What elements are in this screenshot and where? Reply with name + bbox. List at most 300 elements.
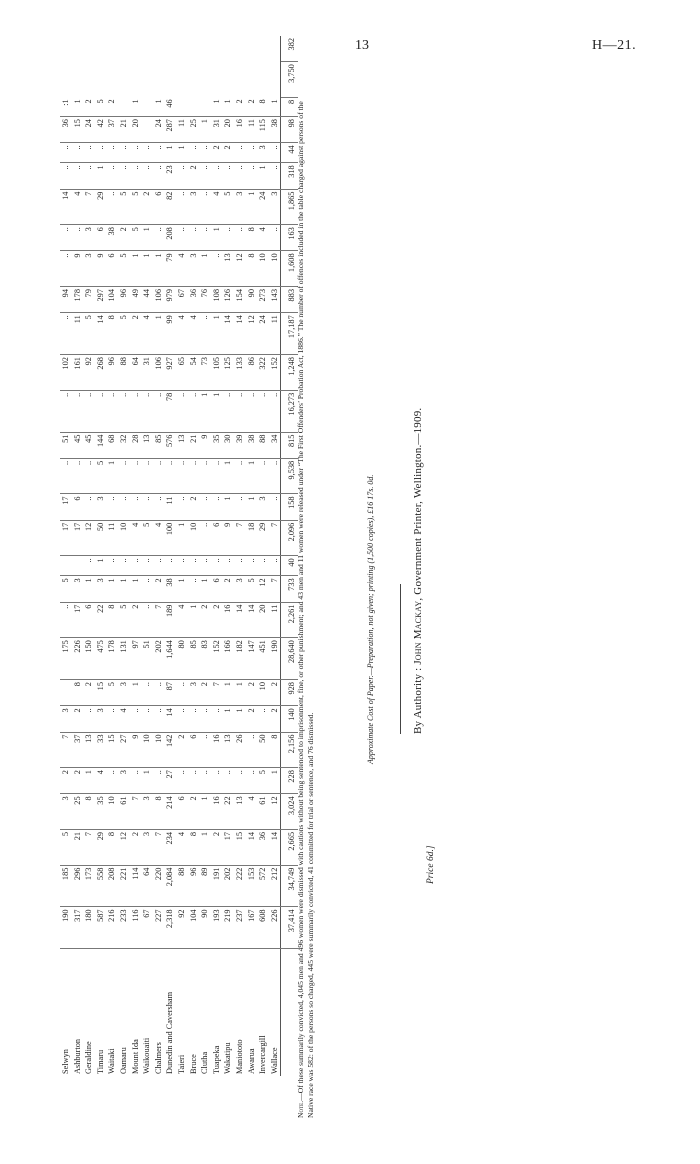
table-cell: 2: [234, 97, 246, 116]
table-cell: ..: [188, 768, 200, 794]
table-cell: ..: [246, 143, 258, 163]
table-cell: 153: [246, 865, 258, 907]
table-cell: ..: [141, 602, 153, 638]
table-cell: 322: [257, 355, 269, 391]
table-cell: 2: [269, 680, 281, 706]
table-cell: ..: [257, 556, 269, 576]
table-cell: 1: [176, 576, 188, 602]
table-row: [246, 36, 258, 1076]
offences-statistics-table: [60, 36, 298, 1076]
table-cell: ..: [176, 556, 188, 576]
table-cell: 1: [118, 576, 130, 602]
table-cell: 38: [246, 432, 258, 458]
table-cell: 216: [106, 907, 118, 949]
district-name: Mount Ida: [130, 1039, 140, 1074]
district-name: Waikouaiti: [142, 1037, 152, 1074]
table-cell: 10: [118, 520, 130, 556]
table-cell: ..: [199, 458, 211, 494]
table-cell: ..: [188, 706, 200, 732]
table-cell: 1: [199, 251, 211, 287]
table-cell: 5: [83, 313, 95, 355]
table-cell: 161: [72, 355, 84, 391]
table-cell: 115: [257, 117, 269, 143]
table-cell: 9: [95, 251, 107, 287]
table-cell: ..: [60, 251, 72, 287]
table-cell: 1: [153, 313, 165, 355]
table-cell: 21: [118, 117, 130, 143]
table-cell: 1: [141, 768, 153, 794]
table-cell: 8: [246, 251, 258, 287]
table-cell: 928: [281, 680, 298, 706]
table-cell: ..: [153, 458, 165, 494]
table-cell: [188, 97, 200, 116]
table-cell: 61: [118, 794, 130, 830]
table-cell: ..: [153, 680, 165, 706]
table-cell: ..: [60, 390, 72, 432]
table-cell: 154: [234, 287, 246, 313]
table-cell: 5: [130, 189, 142, 225]
table-cell: 1: [222, 494, 234, 520]
table-cell: 180: [83, 907, 95, 949]
table-cell: 90: [246, 287, 258, 313]
table-cell: 34: [269, 432, 281, 458]
table-cell: 38: [164, 576, 176, 602]
table-cell: 14: [269, 830, 281, 866]
table-cell: 142: [164, 732, 176, 768]
table-cell: ..: [211, 556, 223, 576]
table-cell: 22: [222, 794, 234, 830]
table-cell: 7: [269, 520, 281, 556]
table-cell: ..: [164, 556, 176, 576]
table-cell: 125: [222, 355, 234, 391]
table-cell: 1: [211, 390, 223, 432]
table-cell: 8: [72, 680, 84, 706]
table-row: [153, 36, 165, 1076]
table-cell: 4: [95, 768, 107, 794]
table-cell: 4: [176, 313, 188, 355]
table-row: [95, 36, 107, 1076]
table-cell: 36: [257, 830, 269, 866]
table-cell: 7: [83, 189, 95, 225]
table-cell: 163: [281, 225, 298, 251]
table-cell: 6: [211, 520, 223, 556]
table-cell: 11: [246, 117, 258, 143]
table-cell: ..: [246, 556, 258, 576]
table-cell: 4: [176, 251, 188, 287]
table-cell: ..: [130, 390, 142, 432]
approximate-cost-line: Approximate Cost of Paper.—Preparation, not given; printing (1,500 copies), £16 17s. 0d.: [366, 474, 375, 764]
footnote-text: —Of these summarily convicted, 4,045 men and 496 women were dismissed with cautions without being sentenced to imprisonment, fine, or other punishment; and 43 men and 11 women were released under “The First Offenders’ Probation Act, 1886.” The number of offences included in the table charged against persons of the Native race was 582: of the persons so charged, 445 were summarily convicted, 41 committed for trial or sentence, and 76 dismissed.: [296, 101, 315, 1118]
table-cell: 89: [199, 865, 211, 907]
table-cell: ..: [83, 390, 95, 432]
table-cell: 85: [153, 432, 165, 458]
district-name: Invercargill: [258, 1035, 268, 1074]
table-cell: 5: [257, 768, 269, 794]
table-cell: 268: [95, 355, 107, 391]
table-cell: 116: [130, 907, 142, 949]
table-cell: 31: [141, 355, 153, 391]
table-cell: 2,084: [164, 865, 176, 907]
table-cell: [141, 97, 153, 116]
table-cell: 8: [153, 794, 165, 830]
table-cell: 37: [106, 117, 118, 143]
table-cell: 29: [95, 830, 107, 866]
table-cell: 12: [257, 576, 269, 602]
table-cell: 7: [83, 830, 95, 866]
table-cell: ..: [199, 143, 211, 163]
table-cell: 14: [246, 602, 258, 638]
table-cell: 21: [188, 432, 200, 458]
district-name: Waitaki: [107, 1048, 117, 1074]
document-reference: H—21.: [592, 38, 637, 53]
table-cell: 14: [246, 830, 258, 866]
table-cell: 3: [60, 706, 72, 732]
table-cell: 189: [164, 602, 176, 638]
table-cell: ..: [176, 680, 188, 706]
table-cell: ..: [60, 313, 72, 355]
table-cell: ..: [234, 163, 246, 189]
table-cell: ..: [141, 163, 153, 189]
table-cell: 226: [269, 907, 281, 949]
table-cell: 3: [188, 680, 200, 706]
table-cell: 88: [118, 355, 130, 391]
table-cell: ..: [118, 163, 130, 189]
table-cell: 6: [188, 732, 200, 768]
table-cell: ..: [118, 458, 130, 494]
table-cell: ..: [234, 225, 246, 251]
table-cell: 5: [118, 602, 130, 638]
table-cell: 227: [153, 907, 165, 949]
district-name: Oamaru: [118, 1047, 128, 1074]
table-cell: ..: [72, 458, 84, 494]
table-cell: ..: [269, 390, 281, 432]
table-cell: ..: [153, 768, 165, 794]
table-cell: 54: [188, 355, 200, 391]
table-cell: 15: [234, 830, 246, 866]
table-cell: 22: [95, 602, 107, 638]
table-cell: ..: [106, 494, 118, 520]
table-cell: 1: [199, 576, 211, 602]
table-cell: 2: [83, 680, 95, 706]
table-cell: 222: [234, 865, 246, 907]
table-cell: 73: [199, 355, 211, 391]
table-cell: 2: [176, 732, 188, 768]
table-cell: :1: [60, 97, 72, 116]
table-cell: 12: [118, 830, 130, 866]
table-cell: 96: [106, 355, 118, 391]
table-cell: 29: [95, 189, 107, 225]
table-cell: 1: [222, 680, 234, 706]
table-cell: 6: [176, 794, 188, 830]
table-cell: 10: [269, 251, 281, 287]
table-cell: ..: [83, 556, 95, 576]
table-cell: 45: [83, 432, 95, 458]
table-cell: 14: [164, 706, 176, 732]
table-cell: 3,750: [281, 62, 298, 98]
table-row: [118, 36, 130, 1076]
table-cell: 5: [118, 189, 130, 225]
table-cell: 3: [118, 768, 130, 794]
table-cell: 67: [141, 907, 153, 949]
table-cell: 31: [211, 117, 223, 143]
table-cell: 16: [211, 732, 223, 768]
table-cell: 7: [234, 520, 246, 556]
district-name: Clutha: [200, 1051, 210, 1074]
table-row: [106, 36, 118, 1076]
table-cell: 8: [257, 97, 269, 116]
table-cell: 3: [234, 576, 246, 602]
table-cell: 219: [222, 907, 234, 949]
table-cell: 51: [60, 432, 72, 458]
table-cell: ..: [72, 143, 84, 163]
table-cell: 50: [95, 520, 107, 556]
table-cell: ..: [153, 390, 165, 432]
table-cell: 45: [72, 432, 84, 458]
table-cell: 1: [211, 313, 223, 355]
table-cell: ..: [141, 706, 153, 732]
table-row: [72, 36, 84, 1076]
table-cell: ..: [199, 494, 211, 520]
table-cell: 2: [188, 163, 200, 189]
table-cell: 815: [281, 432, 298, 458]
table-cell: 152: [269, 355, 281, 391]
table-cell: ..: [199, 706, 211, 732]
table-cell: 202: [153, 638, 165, 680]
table-cell: ..: [199, 313, 211, 355]
table-cell: 15: [95, 680, 107, 706]
table-cell: ..: [153, 706, 165, 732]
table-cell: ..: [246, 390, 258, 432]
table-cell: 13: [141, 432, 153, 458]
table-cell: 182: [234, 638, 246, 680]
table-row: [257, 36, 269, 1076]
table-cell: 190: [269, 638, 281, 680]
table-cell: 10: [257, 251, 269, 287]
table-cell: 126: [222, 287, 234, 313]
table-cell: 20: [257, 602, 269, 638]
table-cell: 7: [130, 794, 142, 830]
table-cell: 221: [118, 865, 130, 907]
table-cell: 2: [130, 602, 142, 638]
table-cell: 1: [83, 576, 95, 602]
table-cell: 61: [257, 794, 269, 830]
table-cell: 17: [60, 520, 72, 556]
table-cell: ..: [211, 251, 223, 287]
table-cell: ..: [222, 390, 234, 432]
table-cell: 20: [222, 117, 234, 143]
table-cell: 5: [106, 680, 118, 706]
table-cell: 32: [118, 432, 130, 458]
table-cell: 2: [188, 794, 200, 830]
table-cell: 10: [106, 794, 118, 830]
table-cell: ..: [176, 225, 188, 251]
table-cell: [118, 97, 130, 116]
table-cell: ..: [118, 143, 130, 163]
table-cell: 1: [199, 794, 211, 830]
table-cell: 1,248: [281, 355, 298, 391]
table-cell: 12: [246, 313, 258, 355]
table-cell: 2: [153, 576, 165, 602]
district-name: Ashburton: [72, 1038, 82, 1074]
table-cell: 38: [106, 225, 118, 251]
table-cell: 5: [222, 189, 234, 225]
table-cell: 6: [211, 576, 223, 602]
table-cell: 13: [83, 732, 95, 768]
table-cell: ..: [106, 556, 118, 576]
table-cell: 88: [257, 432, 269, 458]
table-cell: 10: [153, 732, 165, 768]
table-cell: 96: [118, 287, 130, 313]
table-cell: 14: [234, 313, 246, 355]
table-cell: 25: [188, 117, 200, 143]
table-row: [199, 36, 211, 1076]
table-cell: 1: [246, 458, 258, 494]
table-cell: 78: [164, 390, 176, 432]
table-cell: ..: [141, 458, 153, 494]
table-cell: ..: [257, 458, 269, 494]
table-cell: 11: [72, 313, 84, 355]
table-cell: ..: [269, 458, 281, 494]
table-cell: 99: [164, 313, 176, 355]
table-cell: ..: [269, 556, 281, 576]
table-cell: ..: [269, 494, 281, 520]
table-cell: 608: [257, 907, 269, 949]
table-cell: ..: [153, 143, 165, 163]
table-cell: 3: [95, 706, 107, 732]
table-cell: 214: [164, 794, 176, 830]
table-cell: 79: [164, 251, 176, 287]
table-cell: 2: [188, 494, 200, 520]
table-cell: 13: [176, 432, 188, 458]
table-cell: ..: [211, 458, 223, 494]
table-cell: 14: [95, 313, 107, 355]
table-cell: 90: [199, 907, 211, 949]
table-cell: 733: [281, 576, 298, 602]
table-cell: 13: [222, 251, 234, 287]
table-cell: ..: [222, 556, 234, 576]
table-cell: 35: [95, 794, 107, 830]
printer-name: John Mackay,: [412, 597, 424, 665]
table-cell: 1: [176, 143, 188, 163]
table-cell: 7: [211, 680, 223, 706]
table-cell: ..: [176, 494, 188, 520]
table-cell: ..: [199, 163, 211, 189]
table-cell: 3: [234, 189, 246, 225]
table-cell: ..: [153, 556, 165, 576]
table-cell: 3: [257, 143, 269, 163]
table-cell: 100: [164, 520, 176, 556]
authority-prefix: By Authority :: [412, 667, 424, 734]
table-cell: 12: [234, 251, 246, 287]
table-cell: ..: [95, 390, 107, 432]
table-cell: 36: [60, 117, 72, 143]
price-label: Price 6d.]: [426, 845, 436, 884]
table-cell: ..: [130, 706, 142, 732]
table-cell: 51: [141, 638, 153, 680]
table-row: [211, 36, 223, 1076]
table-cell: 17: [60, 494, 72, 520]
table-cell: 317: [72, 907, 84, 949]
table-cell: 4: [118, 706, 130, 732]
table-cell: ..: [141, 576, 153, 602]
table-cell: 158: [281, 494, 298, 520]
table-cell: 190: [60, 907, 72, 949]
table-cell: 20: [130, 117, 142, 143]
table-cell: 147: [246, 638, 258, 680]
table-cell: 11: [164, 494, 176, 520]
table-cell: ..: [234, 390, 246, 432]
table-cell: 7: [153, 830, 165, 866]
table-cell: 1: [130, 680, 142, 706]
table-cell: ..: [269, 143, 281, 163]
table-cell: ..: [211, 494, 223, 520]
district-name: Tuapeka: [211, 1045, 221, 1074]
table-cell: 1: [222, 458, 234, 494]
table-cell: 883: [281, 287, 298, 313]
district-name: Chalmers: [153, 1042, 163, 1074]
table-cell: 3: [83, 251, 95, 287]
table-cell: 4: [141, 313, 153, 355]
table-cell: [60, 556, 72, 576]
table-cell: 5: [60, 830, 72, 866]
table-cell: 5: [60, 576, 72, 602]
table-cell: ..: [234, 458, 246, 494]
table-cell: 3: [141, 794, 153, 830]
table-cell: 2: [106, 97, 118, 116]
table-row: [141, 36, 153, 1076]
table-cell: 85: [188, 638, 200, 680]
table-cell: ..: [130, 768, 142, 794]
table-cell: 14: [60, 189, 72, 225]
table-cell: ..: [234, 494, 246, 520]
table-cell: 88: [176, 865, 188, 907]
table-cell: 1,608: [281, 251, 298, 287]
table-cell: 2: [246, 97, 258, 116]
table-row: [164, 36, 176, 1076]
table-cell: 8: [83, 794, 95, 830]
table-cell: 8: [281, 97, 298, 116]
table-cell: ..: [130, 163, 142, 189]
table-cell: 2: [269, 706, 281, 732]
table-cell: 68: [106, 432, 118, 458]
table-row: [83, 36, 95, 1076]
table-row: [130, 36, 142, 1076]
table-cell: 15: [106, 732, 118, 768]
table-cell: 152: [211, 638, 223, 680]
table-cell: ..: [211, 768, 223, 794]
table-footnote: [296, 98, 315, 1118]
table-cell: 65: [176, 355, 188, 391]
statistics-table-wrapper: [60, 36, 298, 1076]
table-cell: ..: [188, 225, 200, 251]
table-cell: ..: [222, 225, 234, 251]
table-cell: 2: [222, 143, 234, 163]
table-cell: ..: [60, 602, 72, 638]
table-cell: 9: [222, 520, 234, 556]
table-cell: 5: [118, 251, 130, 287]
table-cell: 208: [106, 865, 118, 907]
table-cell: 1: [106, 458, 118, 494]
table-cell: 4: [72, 189, 84, 225]
table-cell: 97: [130, 638, 142, 680]
table-cell: 4: [257, 225, 269, 251]
table-cell: 10: [188, 520, 200, 556]
table-cell: 3: [60, 794, 72, 830]
table-cell: 2,096: [281, 520, 298, 556]
table-cell: 1: [211, 97, 223, 116]
table-cell: ..: [269, 163, 281, 189]
table-cell: 1: [199, 117, 211, 143]
